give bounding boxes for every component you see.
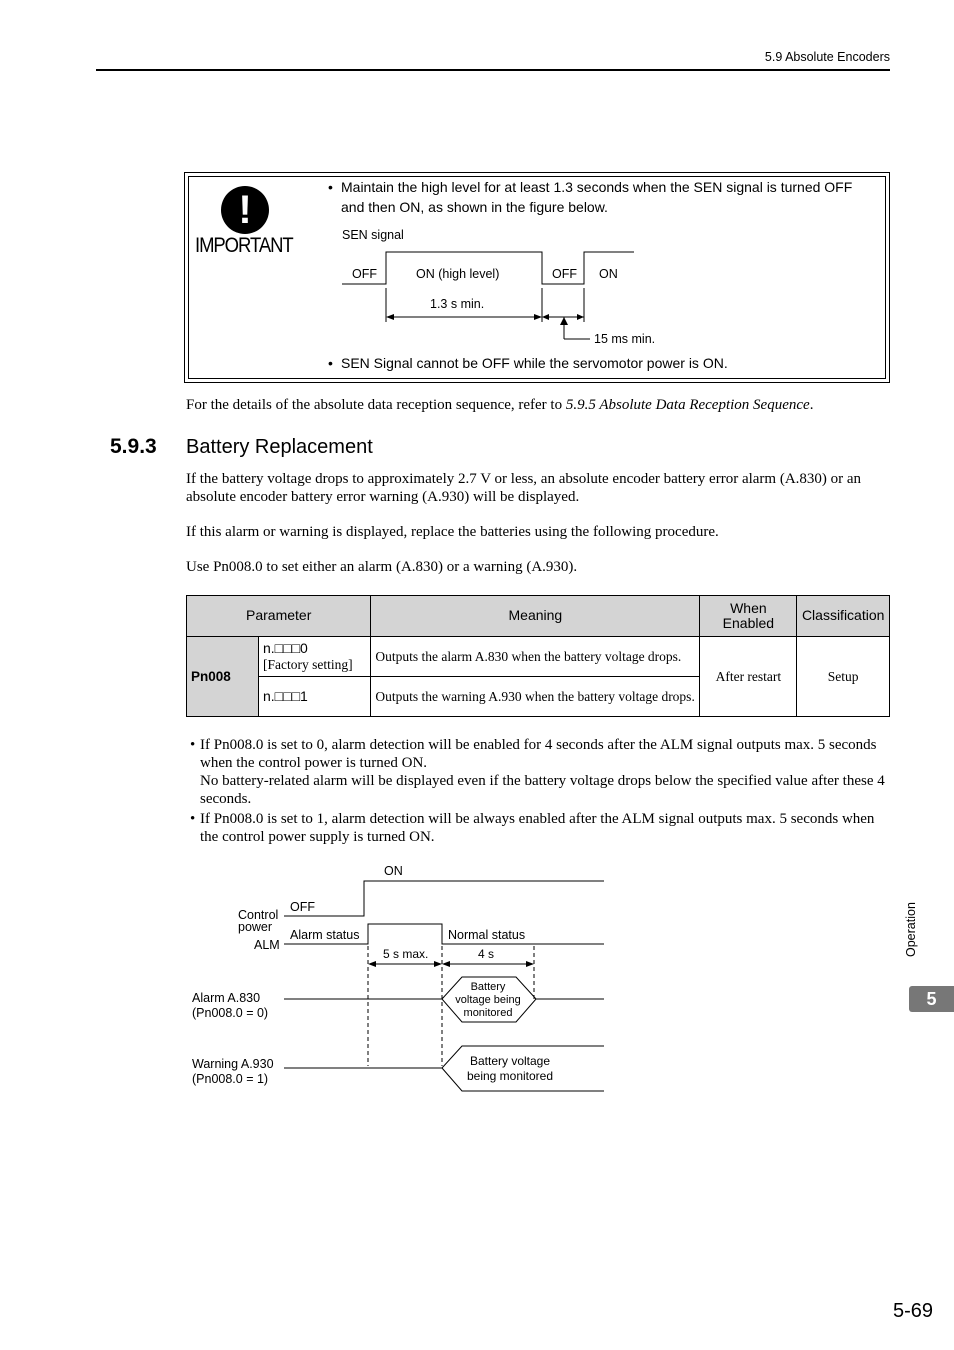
important-bullet-1: • Maintain the high level for at least 1.3 seconds when the SEN signal is turned OFF and then ON, as shown in the figure below. <box>328 178 878 217</box>
warning-a930-waveform-top <box>284 1046 604 1068</box>
min-13-label: 1.3 s min. <box>430 297 485 311</box>
important-bullet-2-text: SEN Signal cannot be OFF while the servomotor power is ON. <box>341 355 728 371</box>
parameter-table <box>186 595 890 717</box>
classification-value: Setup <box>797 637 890 717</box>
control-power-label-2: power <box>238 920 273 934</box>
important-bullet-2: • SEN Signal cannot be OFF while the servomotor power is ON. <box>328 354 878 374</box>
value-0: n.□□□0 <box>263 640 308 656</box>
important-label: IMPORTANT <box>195 234 293 257</box>
battery-volt-2: being monitored <box>466 1069 554 1083</box>
battery-mon-3: monitored <box>463 1007 513 1019</box>
alarm-a830-label-2: (Pn008.0 = 0) <box>192 1006 269 1020</box>
ref-link[interactable]: 5.9.5 Absolute Data Reception Sequence <box>565 397 810 413</box>
bullet-text-2: No battery-related alarm will be displayed even if the battery voltage drops below the specified value after these 4 seconds. <box>200 773 885 807</box>
param-pn008: Pn008 <box>187 637 259 717</box>
table-row-value <box>259 677 371 717</box>
header-parameter: Parameter <box>187 596 371 637</box>
bullet-text: If Pn008.0 is set to 1, alarm detection will be always enabled after the ALM signal outputs max. 5 seconds when the control power supply is turned ON. <box>200 811 875 845</box>
section-title: Battery Replacement <box>186 436 373 458</box>
paragraph-battery-voltage: If the battery voltage drops to approximately 2.7 V or less, an absolute encoder battery error alarm (A.830) or an absolute encoder battery error warning (A.930) will be displayed. <box>186 471 862 505</box>
table-row-meaning: Outputs the alarm A.830 when the battery voltage drops. <box>371 637 700 677</box>
bullet-text: If Pn008.0 is set to 0, alarm detection will be enabled for 4 seconds after the ALM signal outputs max. 5 seconds when the control power is turned ON. <box>200 737 877 771</box>
header-when-enabled: When Enabled <box>700 596 797 637</box>
bullet-marker: • <box>190 811 196 827</box>
control-power-waveform <box>284 881 604 916</box>
paragraph-replace: If this alarm or warning is displayed, replace the batteries using the following procedure. <box>186 524 719 540</box>
4s-label: 4 s <box>478 947 495 961</box>
important-bullet-1-text: Maintain the high level for at least 1.3 seconds when the SEN signal is turned OFF and then ON, as shown in the figure below. <box>341 179 853 215</box>
bullet-marker: • <box>190 737 196 753</box>
sen-off-1: OFF <box>352 267 377 281</box>
when-enabled-value: After restart <box>700 637 797 717</box>
page-number: 5-69 <box>893 1300 934 1322</box>
section-number: 5.9.3 <box>110 435 157 458</box>
ref-text: For the details of the absolute data reception sequence, refer to <box>186 397 566 413</box>
running-header: 5.9 Absolute Encoders <box>764 50 890 64</box>
factory-setting-note: [Factory setting] <box>263 657 353 672</box>
table-row-value <box>259 637 371 677</box>
alarm-a830-label-1: Alarm A.830 <box>192 991 261 1005</box>
sen-signal-label: SEN signal <box>342 228 404 242</box>
header-classification: Classification <box>797 596 890 637</box>
header-meaning: Meaning <box>371 596 700 637</box>
warning-a930-label-1: Warning A.930 <box>192 1057 274 1071</box>
warning-a930-label-2: (Pn008.0 = 1) <box>192 1072 269 1086</box>
bullet-pn008-1 <box>190 810 892 846</box>
chapter-tab[interactable]: 5 <box>909 986 954 1012</box>
ref-end: . <box>809 397 814 413</box>
battery-volt-1: Battery voltage <box>469 1054 551 1068</box>
battery-timing-diagram <box>186 860 616 1100</box>
max5-label: 5 s max. <box>383 947 429 961</box>
sen-off-2: OFF <box>552 267 577 281</box>
alarm-a830-waveform <box>284 977 604 1022</box>
cp-off-label: OFF <box>290 900 315 914</box>
bullet-pn008-0 <box>190 736 892 808</box>
paragraph-pn008: Use Pn008.0 to set either an alarm (A.830) or a warning (A.930). <box>186 559 578 575</box>
table-row-meaning: Outputs the warning A.930 when the battery voltage drops. <box>371 677 700 717</box>
sen-on-high: ON (high level) <box>416 267 500 281</box>
min-15-label: 15 ms min. <box>594 332 656 346</box>
control-power-label-1: Control <box>238 908 279 922</box>
sen-on-2: ON <box>599 267 618 281</box>
normal-status-label: Normal status <box>448 928 526 942</box>
exclamation-icon: ! <box>221 186 269 234</box>
side-tab-label <box>904 895 922 957</box>
side-tab-text: Operation <box>904 902 918 957</box>
value-1: n.□□□1 <box>263 688 308 704</box>
reference-paragraph <box>186 397 813 414</box>
cp-on-label: ON <box>384 864 403 878</box>
sen-timing-diagram <box>330 222 670 352</box>
alm-label: ALM <box>254 938 280 952</box>
alarm-status-label: Alarm status <box>290 928 360 942</box>
header-rule <box>96 69 890 71</box>
battery-mon-2: voltage being <box>455 994 521 1006</box>
battery-mon-1: Battery <box>470 981 506 993</box>
